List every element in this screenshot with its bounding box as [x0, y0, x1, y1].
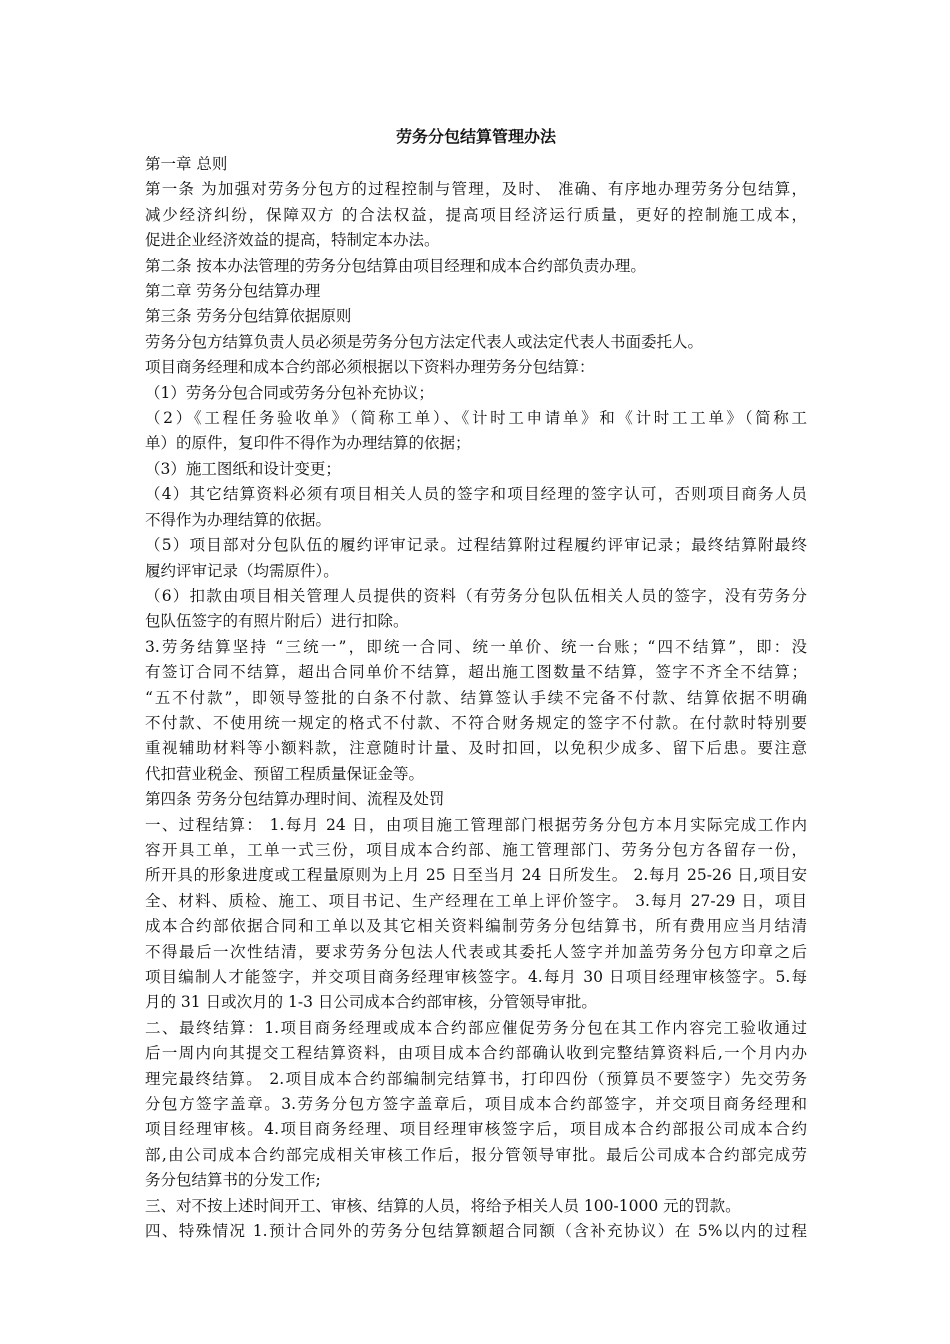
text-line: 第一条 为加强对劳务分包方的过程控制与管理，及时、 准确、有序地办理劳务分包结算， — [145, 180, 807, 199]
text-line: 项目经理审核。4.项目商务经理、项目经理审核签字后，项目成本合约部报公司成本合约 — [145, 1120, 807, 1139]
text-line: 代扣营业税金、预留工程质量保证金等。 — [145, 764, 425, 783]
text-line: 二、最终结算：1.项目商务经理或成本合约部应催促劳务分包在其工作内容完工验收通过 — [145, 1018, 807, 1037]
text-line: 后一周内向其提交工程结算资料，由项目成本合约部确认收到完整结算资料后,一个月内办 — [145, 1044, 807, 1063]
text-line: 不付款、不使用统一规定的格式不付款、不符合财务规定的签字不付款。在付款时特别要 — [145, 713, 807, 732]
text-line: 不得最后一次性结清，要求劳务分包法人代表或其委托人签字并加盖劳务分包方印章之后 — [145, 942, 807, 961]
text-line: 第二章 劳务分包结算办理 — [145, 282, 321, 301]
text-line: 促进企业经济效益的提高，特制定本办法。 — [145, 231, 440, 250]
text-line: 单）的原件，复印件不得作为办理结算的依据； — [145, 434, 471, 453]
text-line: “五不付款”，即领导签批的白条不付款、结算签认手续不完备不付款、结算依据不明确 — [145, 688, 807, 707]
text-line: 3.劳务结算坚持 “三统一”，即统一合同、统一单价、统一台账；“四不结算”，即：没 — [145, 637, 807, 656]
text-line: 理完最终结算。 2.项目成本合约部编制完结算书，打印四份（预算员不要签字）先交劳务 — [145, 1069, 807, 1088]
text-line: 一、过程结算： 1.每月 24 日，由项目施工管理部门根据劳务分包方本月实际完成工作内 — [145, 815, 807, 834]
text-line: （6）扣款由项目相关管理人员提供的资料（有劳务分包队伍相关人员的签字，没有劳务分 — [145, 586, 807, 605]
text-line: 分包方签字盖章。3.劳务分包方签字盖章后，项目成本合约部签字，并交项目商务经理和 — [145, 1095, 807, 1114]
text-line: 务分包结算书的分发工作; — [145, 1171, 321, 1190]
text-line: 月的 31 日或次月的 1-3 日公司成本合约部审核，分管领导审批。 — [145, 993, 597, 1012]
text-line: （3）施工图纸和设计变更； — [145, 459, 341, 478]
text-line: 四、特殊情况 1.预计合同外的劳务分包结算额超合同额（含补充协议）在 5%以内的过程 — [145, 1222, 807, 1241]
text-line: （2）《工程任务验收单》（简称工单）、《计时工申请单》和《计时工工单》（简称工 — [145, 409, 807, 428]
text-line: 第四条 劳务分包结算办理时间、流程及处罚 — [145, 790, 445, 809]
text-line: 全、材料、质检、施工、项目书记、生产经理在工单上评价签字。 3.每月 27-29 日，项目 — [145, 891, 807, 910]
text-line: （4）其它结算资料必须有项目相关人员的签字和项目经理的签字认可，否则项目商务人员 — [145, 485, 807, 504]
text-line: 履约评审记录（均需原件）。 — [145, 561, 339, 580]
text-line: 项目编制人才能签字，并交项目商务经理审核签字。4.每月 30 日项目经理审核签字。5.每 — [145, 968, 807, 986]
text-line: 有签订合同不结算，超出合同单价不结算，超出施工图数量不结算，签字不齐全不结算； — [145, 663, 807, 682]
text-line: 所开具的形象进度或工程量原则为上月 25 日至当月 24 日所发生。 2.每月 25-26 日,项目安 — [145, 866, 807, 885]
document-body — [145, 152, 807, 1244]
text-line: 第一章 总则 — [145, 155, 228, 173]
text-line: 成本合约部依据合同和工单以及其它相关资料编制劳务分包结算书，所有费用应当月结清 — [145, 917, 807, 936]
text-line: 项目商务经理和成本合约部必须根据以下资料办理劳务分包结算： — [145, 358, 595, 377]
text-line: 容开具工单，工单一式三份，项目成本合约部、施工管理部门、劳务分包方各留存一份， — [145, 840, 807, 859]
text-line: 减少经济纠纷，保障双方 的合法权益，提高项目经济运行质量，更好的控制施工成本， — [145, 205, 807, 224]
text-line: （1）劳务分包合同或劳务分包补充协议； — [145, 383, 434, 402]
document-title: 劳务分包结算管理办法 — [395, 127, 556, 146]
text-line: 包队伍签字的有照片附后）进行扣除。 — [145, 612, 409, 631]
text-line: 第二条 按本办法管理的劳务分包结算由项目经理和成本合约部负责办理。 — [145, 256, 646, 275]
document-page — [145, 124, 807, 1244]
text-line: （5）项目部对分包队伍的履约评审记录。过程结算附过程履约评审记录；最终结算附最终 — [145, 536, 807, 555]
text-line: 不得作为办理结算的依据。 — [145, 510, 332, 529]
text-line: 第三条 劳务分包结算依据原则 — [145, 307, 352, 326]
text-line: 部,由公司成本合约部完成相关审核工作后，报分管领导审批。最后公司成本合约部完成劳 — [145, 1145, 807, 1164]
text-line: 重视辅助材料等小额料款，注意随时计量、及时扣回，以免积少成多、留下后患。要注意 — [145, 739, 807, 758]
text-line: 三、对不按上述时间开工、审核、结算的人员，将给予相关人员 100-1000 元的罚款。 — [145, 1196, 741, 1215]
text-line: 劳务分包方结算负责人员必须是劳务分包方法定代表人或法定代表人书面委托人。 — [145, 332, 704, 351]
